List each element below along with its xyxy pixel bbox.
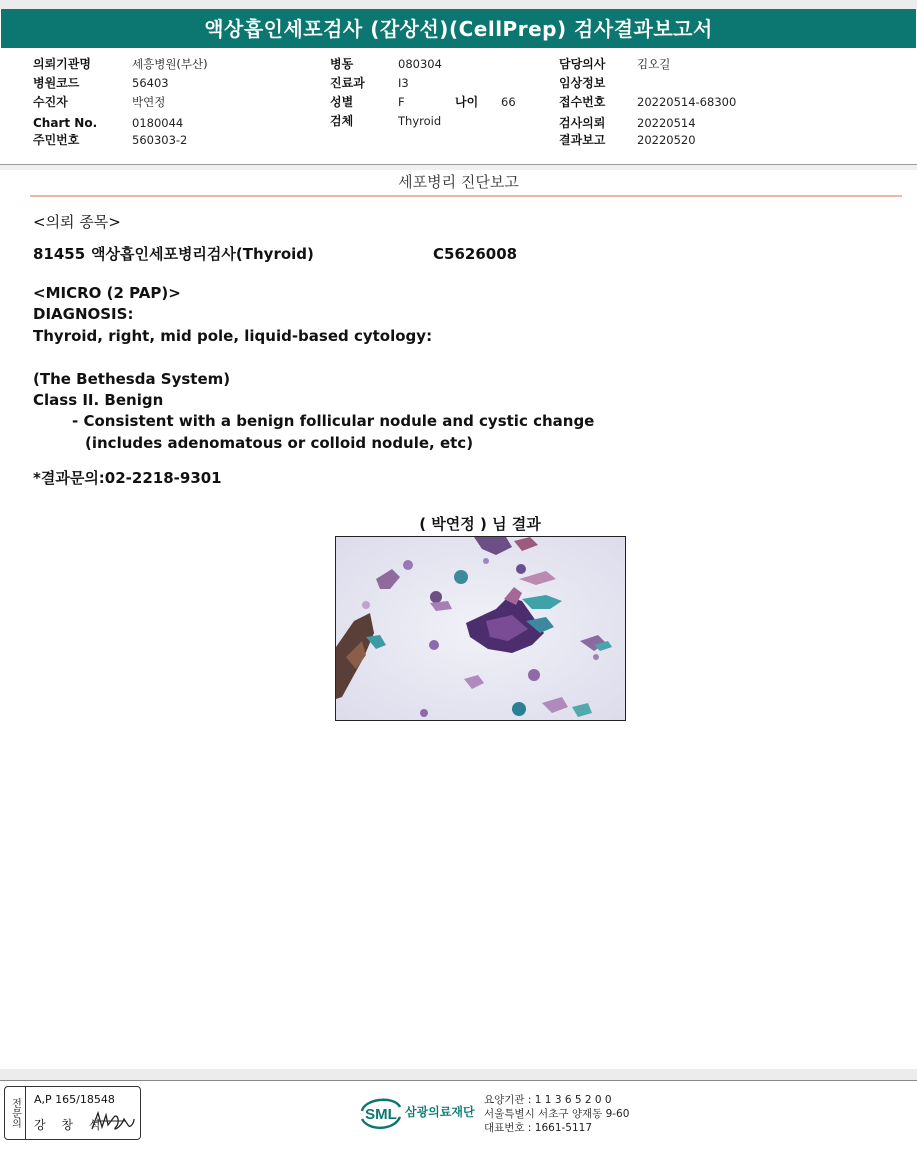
value-specimen: Thyroid	[398, 114, 442, 128]
value-department: I3	[398, 76, 409, 90]
institution-address: 서울특별시 서초구 양재동 9-60	[484, 1108, 630, 1120]
label-department: 진료과	[330, 76, 365, 90]
label-chart-no: Chart No.	[33, 116, 98, 130]
cytology-image	[335, 536, 626, 721]
label-request-date: 검사의뢰	[559, 116, 606, 130]
pathologist-sign-box	[4, 1086, 141, 1140]
sml-logo-mark: SML	[365, 1106, 397, 1123]
value-physician: 김오길	[637, 57, 671, 71]
label-clinical-info: 임상정보	[559, 76, 606, 90]
value-institution: 세흥병원(부산)	[132, 57, 208, 71]
value-ward: 080304	[398, 57, 442, 71]
section-title: 세포병리 진단보고	[398, 173, 519, 191]
label-patient: 수진자	[33, 95, 68, 109]
specialist-label-text: 전문의	[9, 1098, 21, 1128]
label-accession-no: 접수번호	[559, 95, 606, 109]
footer-divider	[0, 1080, 917, 1081]
label-ward: 병동	[330, 57, 354, 71]
section-underline	[30, 195, 902, 197]
contact-number: *결과문의:02-2218-9301	[33, 469, 222, 487]
bethesda-system: (The Bethesda System)	[33, 370, 231, 388]
label-report-date: 결과보고	[559, 133, 606, 147]
institution-code: 요양기관 : 1 1 3 6 5 2 0 0	[484, 1094, 612, 1106]
footer-shade	[0, 1069, 917, 1080]
signature-mark	[90, 1109, 136, 1137]
specialist-label	[5, 1087, 26, 1139]
value-hospital-code: 56403	[132, 76, 169, 90]
label-sex: 성별	[330, 95, 354, 109]
report-title: 액상흡인세포검사 (갑상선)(CellPrep) 검사결과보고서	[1, 9, 916, 48]
request-heading: <의뢰 종목>	[33, 213, 121, 231]
value-patient: 박연정	[132, 95, 166, 109]
request-name: 액상흡인세포병리검사(Thyroid)	[91, 245, 314, 263]
institution-name: 삼광의료재단	[405, 1105, 475, 1119]
value-sex: F	[398, 95, 405, 109]
label-age: 나이	[455, 95, 479, 109]
label-hospital-code: 병원코드	[33, 76, 80, 90]
diagnosis-class: Class II. Benign	[33, 391, 164, 409]
diagnosis-label: DIAGNOSIS:	[33, 305, 134, 323]
value-age: 66	[501, 95, 516, 109]
label-resident-no: 주민번호	[33, 133, 80, 147]
value-resident-no: 560303-2	[132, 133, 188, 147]
diagnosis-finding-detail: (includes adenomatous or colloid nodule, etc)	[85, 434, 474, 452]
ap-number: A,P 165/18548	[34, 1093, 115, 1106]
value-request-date: 20220514	[637, 116, 696, 130]
institution-phone: 대표번호 : 1661-5117	[484, 1122, 593, 1134]
divider-shade	[0, 165, 917, 170]
diagnosis-finding: - Consistent with a benign follicular nodule and cystic change	[72, 412, 595, 430]
label-specimen: 검체	[330, 114, 354, 128]
request-id: C5626008	[433, 245, 518, 263]
value-accession-no: 20220514-68300	[637, 95, 737, 109]
image-caption: ( 박연정 ) 님 결과	[419, 515, 541, 533]
label-institution: 의뢰기관명	[33, 57, 91, 71]
micro-label: <MICRO (2 PAP)>	[33, 284, 181, 302]
doctor-name: 강 창 석	[34, 1118, 107, 1132]
request-code: 81455	[33, 245, 86, 263]
label-physician: 담당의사	[559, 57, 606, 71]
specimen-description: Thyroid, right, mid pole, liquid-based cytology:	[33, 327, 433, 345]
sml-logo	[358, 1093, 404, 1137]
top-strip	[0, 0, 917, 9]
value-chart-no: 0180044	[132, 116, 184, 130]
value-report-date: 20220520	[637, 133, 696, 147]
